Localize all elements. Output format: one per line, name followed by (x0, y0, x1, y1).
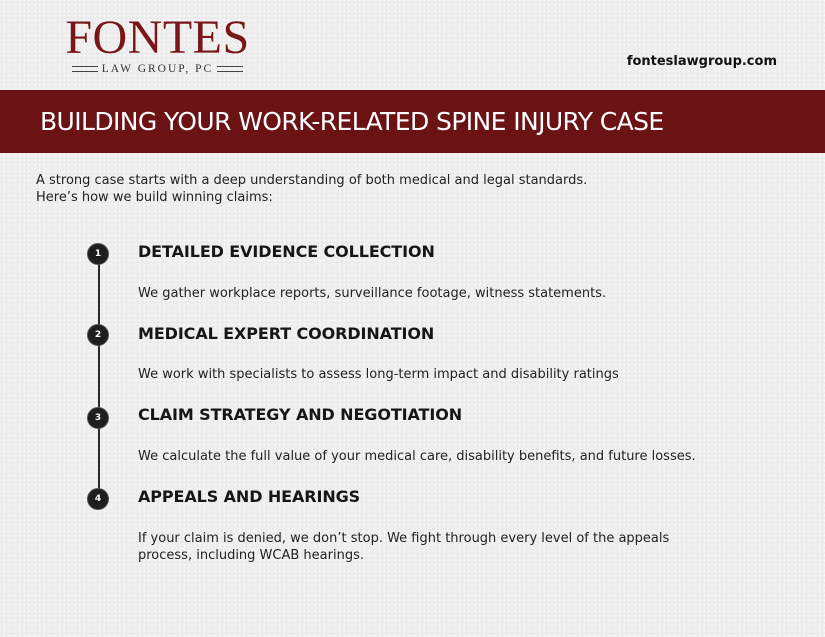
step-number-2: 2 (87, 324, 109, 346)
logo-wordmark: FONTES (65, 11, 250, 64)
intro-line-2: Here’s how we build winning claims: (36, 190, 273, 205)
page-title: BUILDING YOUR WORK-RELATED SPINE INJURY CASE (40, 107, 664, 136)
logo-left-rule (72, 66, 98, 72)
logo-right-rule (217, 66, 243, 72)
title-banner (0, 90, 825, 153)
step-title-3: CLAIM STRATEGY AND NEGOTIATION (138, 405, 462, 424)
logo-tagline: LAW GROUP, PC (101, 63, 214, 75)
step-title-4: APPEALS AND HEARINGS (138, 487, 361, 506)
company-logo (50, 11, 265, 75)
website-url: fonteslawgroup.com (626, 54, 777, 69)
step-title-2: MEDICAL EXPERT COORDINATION (138, 324, 435, 343)
step-description-2: We work with specialists to assess long-term impact and disability ratings (138, 367, 619, 382)
step-number-3: 3 (87, 407, 109, 429)
step-description-4-line-2: process, including WCAB hearings. (138, 548, 364, 563)
step-number-4: 4 (87, 488, 109, 510)
logo-subline (50, 63, 265, 75)
timeline-line (98, 254, 100, 498)
intro-paragraph (36, 172, 676, 206)
intro-line-1: A strong case starts with a deep understanding of both medical and legal standards. (36, 173, 588, 188)
step-description-3: We calculate the full value of your medical care, disability benefits, and future losses. (138, 449, 696, 464)
step-title-1: DETAILED EVIDENCE COLLECTION (138, 242, 435, 261)
step-number-1: 1 (87, 243, 109, 265)
step-description-4-line-1: If your claim is denied, we don’t stop. We fight through every level of the appeals (138, 531, 670, 546)
step-description-1: We gather workplace reports, surveillance footage, witness statements. (138, 286, 607, 301)
step-description-4 (138, 530, 758, 564)
